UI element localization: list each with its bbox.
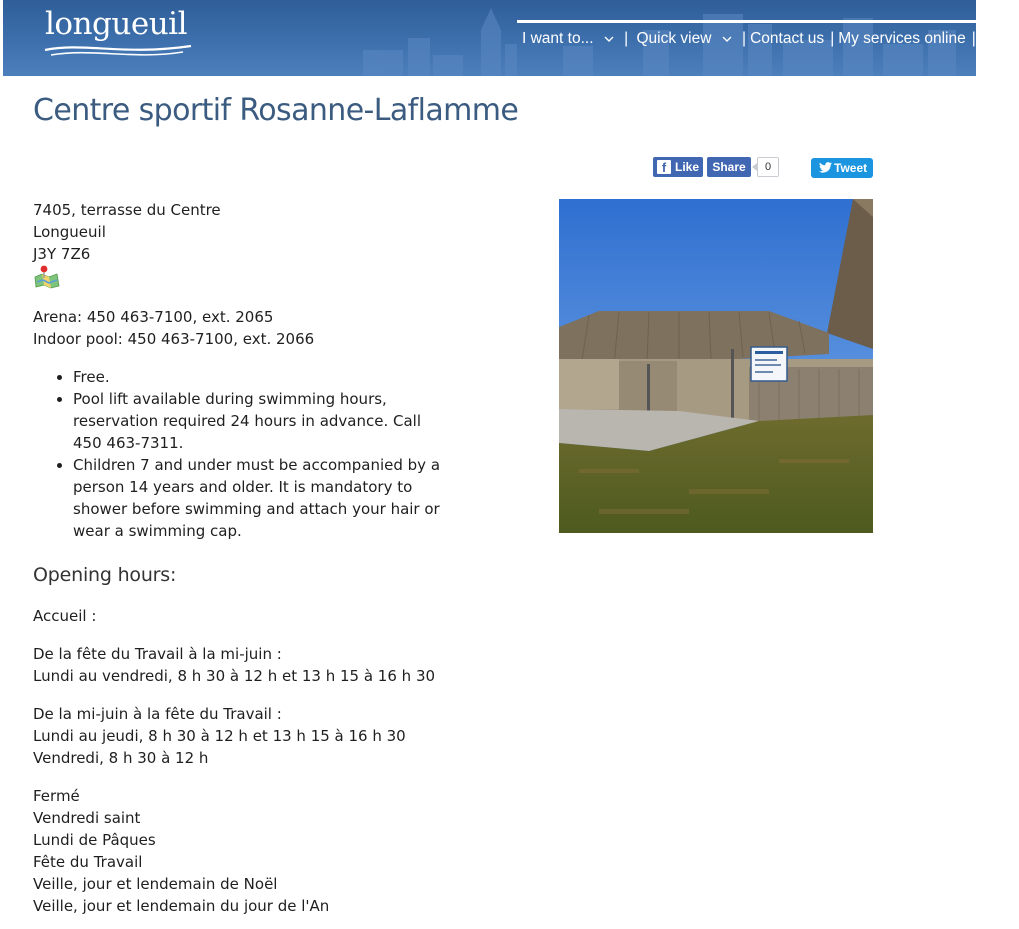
nav-item-press[interactable]: Press xyxy=(979,30,1019,47)
closed-day: Veille, jour et lendemain du jour de l'An xyxy=(33,897,330,915)
chevron-down-icon xyxy=(722,36,732,42)
map-icon[interactable] xyxy=(33,265,61,289)
nav-item-quick-view[interactable]: Quick view xyxy=(632,30,736,47)
page-title: Centre sportif Rosanne-Laflamme xyxy=(33,93,519,128)
closed-day: Lundi de Pâques xyxy=(33,831,156,849)
period-hours: Lundi au vendredi, 8 h 30 à 12 h et 13 h 15 à 16 h 30 xyxy=(33,667,436,685)
pool-phone: Indoor pool: 450 463-7100, ext. 2066 xyxy=(33,330,315,348)
facebook-share-button[interactable]: Share xyxy=(707,157,751,177)
hours-period-june-to-september xyxy=(33,703,406,769)
site-header xyxy=(3,0,1019,76)
logo-text: longueuil xyxy=(45,6,187,42)
hours-period-september-to-june xyxy=(33,643,435,687)
address-postal-code: J3Y 7Z6 xyxy=(33,245,91,263)
opening-hours-heading: Opening hours: xyxy=(33,564,177,586)
period-hours: Lundi au jeudi, 8 h 30 à 12 h et 13 h 15 à 16 h 30 xyxy=(33,727,406,745)
chevron-down-icon xyxy=(604,36,614,42)
twitter-bird-icon xyxy=(819,162,832,173)
info-list xyxy=(33,366,453,542)
address-street: 7405, terrasse du Centre xyxy=(33,201,221,219)
list-item: • Pool lift available during swimming hours, reservation required 24 hours in advance. Call 450 463-7311. xyxy=(73,388,453,454)
facebook-icon: f xyxy=(657,160,671,174)
closed-day: Fête du Travail xyxy=(33,853,143,871)
closed-day: Veille, jour et lendemain de Noël xyxy=(33,875,278,893)
period-title: De la fête du Travail à la mi-juin : xyxy=(33,645,282,663)
nav-top-rule xyxy=(517,20,977,23)
nav-item-my-services-online[interactable]: My services online xyxy=(838,30,966,47)
closed-day: Vendredi saint xyxy=(33,809,141,827)
arena-phone: Arena: 450 463-7100, ext. 2065 xyxy=(33,308,274,326)
period-title: De la mi-juin à la fête du Travail : xyxy=(33,705,282,723)
main-nav: I want to... | Quick view | Contact us | My services online | Press xyxy=(522,30,1019,47)
logo-waves-icon xyxy=(43,40,193,62)
hours-accueil-label: Accueil : xyxy=(33,607,97,625)
period-hours: Vendredi, 8 h 30 à 12 h xyxy=(33,749,209,767)
nav-item-contact-us[interactable]: Contact us xyxy=(750,30,825,47)
facility-photo xyxy=(559,199,873,533)
closed-days xyxy=(33,785,329,917)
list-item: • Free. xyxy=(73,366,453,388)
list-item: • Children 7 and under must be accompanied by a person 14 years and older. It is mandatory to shower before swimming and attach your hair or wear a swimming cap. xyxy=(73,454,453,542)
nav-item-i-want-to[interactable]: I want to... xyxy=(522,30,618,47)
address-block xyxy=(33,199,221,265)
facebook-like-button[interactable]: f Like xyxy=(653,157,703,177)
address-city: Longueuil xyxy=(33,223,106,241)
tweet-button[interactable]: Tweet xyxy=(811,158,873,178)
phone-numbers xyxy=(33,306,314,350)
share-count: 0 xyxy=(757,157,779,177)
closed-label: Fermé xyxy=(33,787,80,805)
site-logo[interactable] xyxy=(45,6,187,42)
